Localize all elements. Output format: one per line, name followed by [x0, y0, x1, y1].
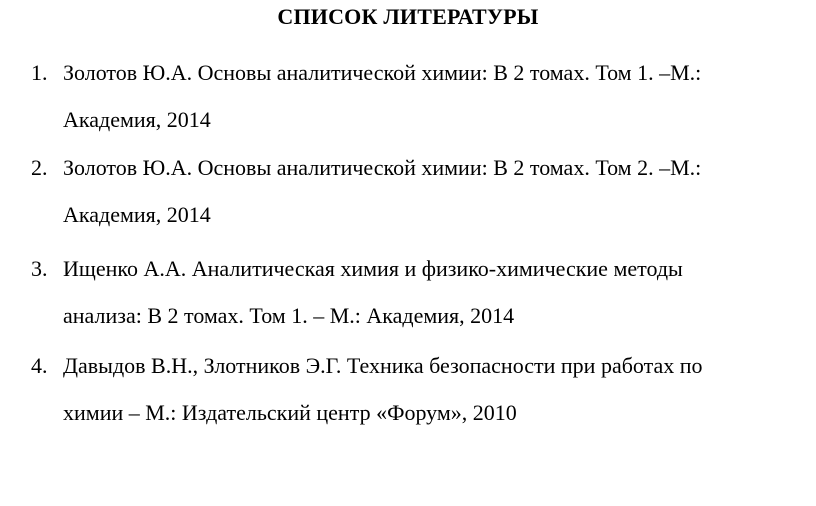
list-item-text	[63, 144, 803, 238]
list-item-number: 3.	[31, 256, 48, 281]
list-item-number: 1.	[31, 60, 48, 85]
page-title: СПИСОК ЛИТЕРАТУРЫ	[277, 4, 539, 29]
list-item-line: химии – М.: Издательский центр «Форум», 2010	[63, 400, 517, 425]
list-item-text	[63, 342, 803, 436]
list-item-line: Академия, 2014	[63, 107, 211, 132]
list-item-line: Академия, 2014	[63, 202, 211, 227]
list-item-text	[63, 245, 803, 339]
list-item-line: анализа: В 2 томах. Том 1. – М.: Академия, 2014	[63, 303, 515, 328]
list-item-number: 4.	[31, 353, 48, 378]
list-item-text	[63, 49, 803, 143]
list-item-line: Ищенко А.А. Аналитическая химия и физико-химические методы	[63, 256, 683, 281]
list-item-line: Давыдов В.Н., Злотников Э.Г. Техника безопасности при работах по	[63, 353, 703, 378]
list-item-number: 2.	[31, 155, 48, 180]
list-item-line: Золотов Ю.А. Основы аналитической химии: В 2 томах. Том 2. –М.:	[63, 155, 702, 180]
list-item-line: Золотов Ю.А. Основы аналитической химии: В 2 томах. Том 1. –М.:	[63, 60, 702, 85]
